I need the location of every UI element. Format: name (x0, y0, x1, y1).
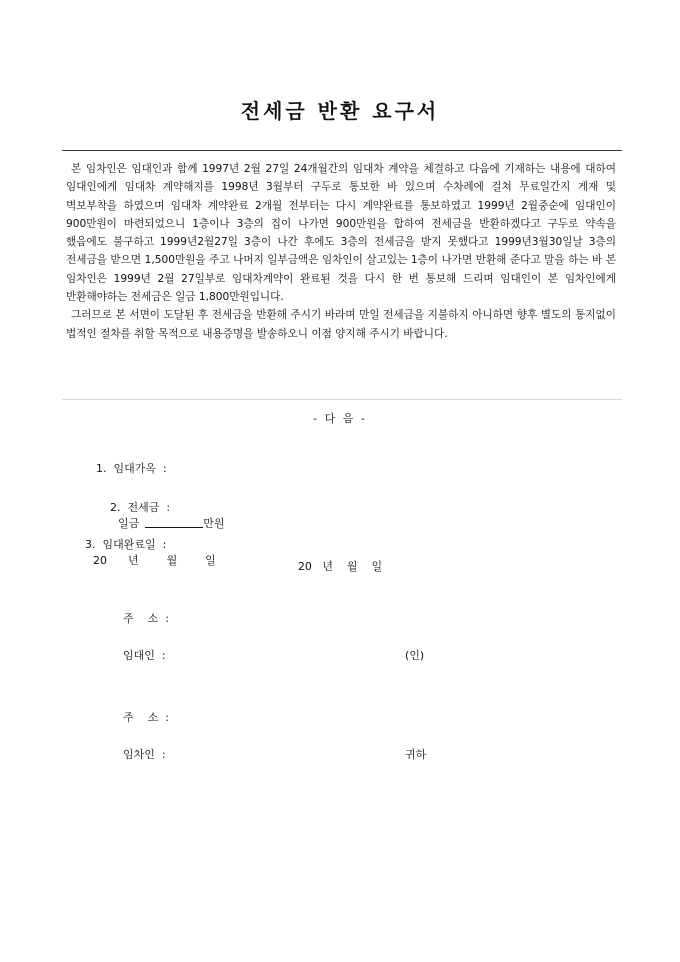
document-body (66, 160, 616, 343)
body-paragraph-1: 본 임차인은 임대인과 함께 1997년 2월 27일 24개월간의 임대차 계약을 체결하고 다음에 기재하는 내용에 대하여 임대인에게 임대차 계약해지를 1998년 3월부터 구두로 통보한 바 있으며 수차례에 걸쳐 무료일간지 게재 및 벽보부착을 하였으며 임대차 계약완료 2개월 전부터는 다시 계약완료를 통보하였고 1999년 2월중순에 임대인이 900만원이 마련되었으니 1층이나 3층의 집이 나가면 900만원을 합하여 전세금을 반환하겠다고 구두로 약속을 했음에도 불구하고 1999년2월27일 3층이 나간 후에도 3층의 전세금을 받지 못했다고 1999년3월30일날 3층의 전세금을 받으면 1,500만원을 주고 나머지 일부금액은 임차인이 살고있는 1층이 나가면 반환해 준다고 말을 하는 바 본 임차인은 1999년 2월 27일부로 임대차계약이 완료된 것을 다시 한 번 통보해 드리며 임대인이 본 임차인에게 반환해야하는 전세금은 일금 1,800만원입니다. (66, 163, 616, 304)
item-end-date-value: 20 년 월 일 (93, 554, 216, 567)
document-title: 전세금 반환 요구서 (240, 99, 440, 123)
item-rental-house (89, 447, 167, 476)
item-deposit-prefix: 일금 (118, 517, 140, 530)
landlord-address (116, 597, 169, 626)
tenant-name (116, 733, 166, 762)
section-heading: - 다 음 - (313, 412, 367, 425)
landlord-seal-text: (인) (405, 649, 425, 662)
document-date: 20 년 월 일 (297, 560, 383, 573)
tenant-name-label: 임차인 : (123, 748, 166, 761)
tenant-address (116, 696, 169, 725)
landlord-name-label: 임대인 : (123, 649, 166, 662)
item-end-date-label: 3. 임대완료일 : (85, 538, 167, 551)
tenant-closing (398, 733, 426, 762)
tenant-closing-text: 귀하 (405, 748, 427, 761)
item-rental-house-label: 1. 임대가옥 : (96, 462, 167, 475)
landlord-name (116, 634, 166, 663)
tenant-address-label: 주 소 : (123, 711, 169, 724)
landlord-address-label: 주 소 : (123, 612, 169, 625)
body-paragraph-2: 그러므로 본 서면이 도달된 후 전세금을 반환해 주시기 바라며 만일 전세금을 지불하지 아니하면 향후 별도의 통지없이 법적인 절차를 취할 목적으로 내용증명을 발송하오니 이점 양지해 주시기 바랍니다. (66, 309, 616, 340)
item-deposit-suffix: 만원 (203, 517, 225, 530)
item-deposit-label: 2. 전세금 : (110, 501, 171, 514)
title-divider (62, 150, 622, 151)
landlord-seal (398, 634, 424, 663)
section-divider (62, 399, 622, 400)
